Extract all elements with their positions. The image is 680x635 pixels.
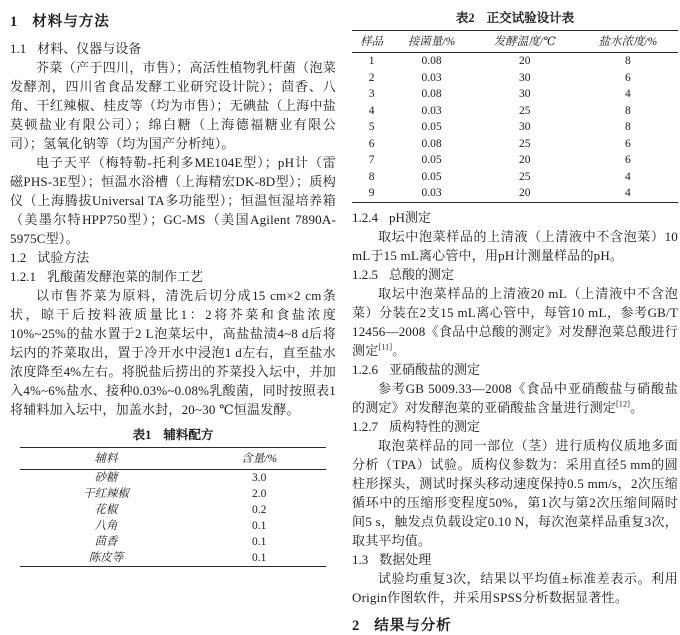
value-cell: 25 <box>519 137 531 150</box>
value-cell: 0.03 <box>421 104 442 117</box>
value-cell: 4 <box>624 187 631 199</box>
value-cell: 25 <box>519 170 531 183</box>
reference-superscript: [12] <box>616 399 631 409</box>
value-cell: 30 <box>519 121 531 133</box>
section-2-heading-clipped <box>352 614 678 635</box>
table1-col-header: 含量/% <box>192 448 326 470</box>
section-1-3-heading <box>352 550 678 569</box>
section-title: 数据处理 <box>379 551 432 567</box>
sample-cell: 2 <box>368 71 375 84</box>
value-cell: 0.1 <box>251 552 267 564</box>
value-cell: 0.1 <box>251 520 267 532</box>
value-cell: 0.05 <box>421 121 442 133</box>
paragraph-text: 取泡菜样品的同一部位（茎）进行质构仪质地多面分析（TPA）试验。质构仪参数为：采用直径5 mm的圆柱形探头，测试时探头移动速度保持0.5 mm/s，2次压缩循环中的压缩形变程度50%，第1次与第2次压缩间隔时间5 s，触发点负载设定0.10 N，每次泡菜样品重复3次，取其平均值。 <box>352 437 678 548</box>
table-row <box>20 550 326 567</box>
value-cell: 8 <box>624 104 631 117</box>
ingredient-cell: 花椒 <box>94 504 118 516</box>
table-row <box>352 136 678 153</box>
value-cell: 0.1 <box>251 536 267 548</box>
section-number: 1.2.4 <box>352 209 378 225</box>
section-title: 结果与分析 <box>374 617 452 634</box>
sample-cell: 8 <box>368 170 375 183</box>
paragraph-text: 。 <box>630 399 644 415</box>
value-cell: 0.03 <box>421 187 442 199</box>
table1-title: 辅料配方 <box>163 428 214 442</box>
paragraph-text: 试验均重复3次，结果以平均值±标准差表示。利用Origin作图软件，并采用SPSS分析数据显著性。 <box>352 570 678 605</box>
value-cell: 0.08 <box>421 88 442 100</box>
table-row <box>20 518 326 534</box>
table1-label: 表1 <box>132 428 152 442</box>
table-row <box>352 53 678 70</box>
section-1-2-1-heading <box>10 267 336 286</box>
section-1-1-heading <box>10 39 336 58</box>
table2-header <box>352 31 678 53</box>
value-cell: 0.2 <box>251 504 267 516</box>
section-1-2-6-heading <box>352 360 678 379</box>
section-number: 1.3 <box>352 551 369 567</box>
table-row <box>352 103 678 120</box>
ingredient-cell: 陈皮等 <box>88 552 124 564</box>
sample-cell: 3 <box>368 88 375 100</box>
texture-paragraph <box>352 436 678 550</box>
nitrite-paragraph <box>352 379 678 417</box>
section-1-heading <box>10 10 336 31</box>
left-column <box>10 4 336 597</box>
section-title: 总酸的测定 <box>389 266 455 282</box>
table1-ingredients <box>20 447 326 567</box>
data-processing-paragraph <box>352 569 678 607</box>
ingredient-cell: 干红辣椒 <box>82 488 129 500</box>
section-title: 质构特性的测定 <box>389 418 481 434</box>
reference-superscript: [11] <box>378 342 393 352</box>
value-cell: 20 <box>519 187 531 199</box>
table2-label: 表2 <box>455 11 475 25</box>
section-number: 1.2.6 <box>352 361 378 377</box>
section-number: 1.2 <box>10 250 27 265</box>
table-row <box>352 70 678 87</box>
value-cell: 0.08 <box>421 137 442 150</box>
value-cell: 30 <box>519 71 531 84</box>
table-row <box>20 486 326 502</box>
value-cell: 20 <box>519 55 531 67</box>
value-cell: 20 <box>519 154 531 166</box>
right-column <box>352 4 678 634</box>
table-row <box>352 169 678 186</box>
value-cell: 4 <box>624 88 631 100</box>
section-title: 材料、仪器与设备 <box>37 41 142 56</box>
paragraph-text: 。 <box>392 342 406 358</box>
value-cell: 3.0 <box>251 472 267 484</box>
section-1-2-heading <box>10 248 336 267</box>
value-cell: 8 <box>624 55 631 67</box>
value-cell: 6 <box>624 71 631 84</box>
ingredient-cell: 砂糖 <box>94 472 118 484</box>
ingredient-cell: 八角 <box>94 520 118 532</box>
value-cell: 30 <box>519 88 531 100</box>
table2-col-header: 发酵温度/℃ <box>472 31 578 53</box>
section-title: 试验方法 <box>37 250 90 265</box>
sample-cell: 9 <box>368 187 375 199</box>
section-title: 亚硝酸盐的测定 <box>389 361 481 377</box>
section-1-2-4-heading <box>352 208 678 227</box>
value-cell: 6 <box>624 154 631 166</box>
table1-header <box>20 448 326 470</box>
table-row <box>20 502 326 518</box>
section-number: 1.2.5 <box>352 266 378 282</box>
table-row <box>352 86 678 103</box>
table-row <box>20 534 326 550</box>
table2-col-header: 样品 <box>352 31 391 53</box>
value-cell: 0.05 <box>421 154 442 166</box>
table2-orthogonal-design <box>352 30 678 203</box>
sample-cell: 5 <box>368 121 375 133</box>
value-cell: 8 <box>624 121 631 133</box>
table-row <box>352 119 678 136</box>
table-row <box>352 152 678 169</box>
value-cell: 0.03 <box>421 71 442 84</box>
paragraph-text: 参考GB 5009.33—2008《食品中亚硝酸盐与硝酸盐的测定》对发酵泡菜的亚硝酸盐含量进行测定 <box>352 380 678 415</box>
section-number: 1.2.1 <box>10 269 36 284</box>
sample-cell: 7 <box>368 154 375 166</box>
table1-col-header: 辅料 <box>20 448 192 470</box>
sample-cell: 1 <box>368 55 375 67</box>
section-title: pH测定 <box>389 209 431 225</box>
table1-caption <box>10 425 336 443</box>
ph-measure-paragraph <box>352 227 678 265</box>
paragraph-text: 取坛中泡菜样品的上清液20 mL（上清液中不含泡菜）分装在2支15 mL离心管中，每管10 mL，参考GB/T 12456—2008《食品中总酸的测定》对发酵泡菜总酸进行测定 <box>352 285 678 358</box>
section-title: 材料与方法 <box>32 14 110 30</box>
section-1-2-5-heading <box>352 265 678 284</box>
ingredient-cell: 茴香 <box>94 536 118 548</box>
section-number: 2 <box>352 617 361 634</box>
table-row <box>352 185 678 202</box>
section-number: 1.1 <box>10 41 27 56</box>
table2-caption <box>352 8 678 26</box>
materials-paragraph: 芥菜（产于四川，市售）；高活性植物乳杆菌（泡菜发酵剂，四川省食品发酵工业研究设计院）；茴香、八角、干红辣椒、桂皮等（均为市售）；无碘盐（上海中盐莫顿盐业有限公司）；绵白糖（上海德福糖业有限公司）；氢氧化钠等（均为国产分析纯）。 <box>10 60 336 151</box>
table2-col-header: 盐水浓度/% <box>578 31 678 53</box>
sample-cell: 6 <box>368 137 375 150</box>
process-paragraph: 以市售芥菜为原料，清洗后切分成15 cm×2 cm条状，晾干后按料液质量比1：2将芥菜和食盐浓度10%~25%的盐水置于2 L泡菜坛中，高盐盐渍4~8 d后将坛内的芥菜取出，置于冷开水中浸泡1 d左右，直至盐水浓度降至4%左右。将脱盐后捞出的芥菜投入坛中，并加入4%~6%盐水、接种0.03%~0.08%乳酸菌，同时按照表1将辅料加入坛中，加盖水封，20~30 ℃恒温发酵。 <box>10 288 336 417</box>
table-row <box>20 470 326 487</box>
section-number: 1 <box>10 14 19 30</box>
section-number: 1.2.7 <box>352 418 378 434</box>
value-cell: 25 <box>519 104 531 117</box>
value-cell: 2.0 <box>251 488 267 500</box>
table2-col-header: 接菌量/% <box>391 31 472 53</box>
value-cell: 0.08 <box>421 55 442 67</box>
value-cell: 6 <box>624 137 631 150</box>
table2-title: 正交试验设计表 <box>486 11 575 25</box>
instruments-paragraph: 电子天平（梅特勒-托利多ME104E型）；pH计（雷磁PHS-3E型）；恒温水浴槽（上海精宏DK-8D型）；质构仪（上海腾拔Universal TA多功能型）；恒温恒湿培养箱（美墨尔特HPP750型）；GC-MS（美国Agilent 7890A-5975C型）。 <box>10 155 336 246</box>
value-cell: 4 <box>624 170 631 183</box>
total-acid-paragraph <box>352 284 678 360</box>
section-1-2-7-heading <box>352 417 678 436</box>
paragraph-text: 取坛中泡菜样品的上清液（上清液中不含泡菜）10 mL于15 mL离心管中，用pH计测量样品的pH。 <box>352 228 678 263</box>
section-title: 乳酸菌发酵泡菜的制作工艺 <box>47 269 204 284</box>
sample-cell: 4 <box>368 104 375 117</box>
value-cell: 0.05 <box>421 170 442 183</box>
